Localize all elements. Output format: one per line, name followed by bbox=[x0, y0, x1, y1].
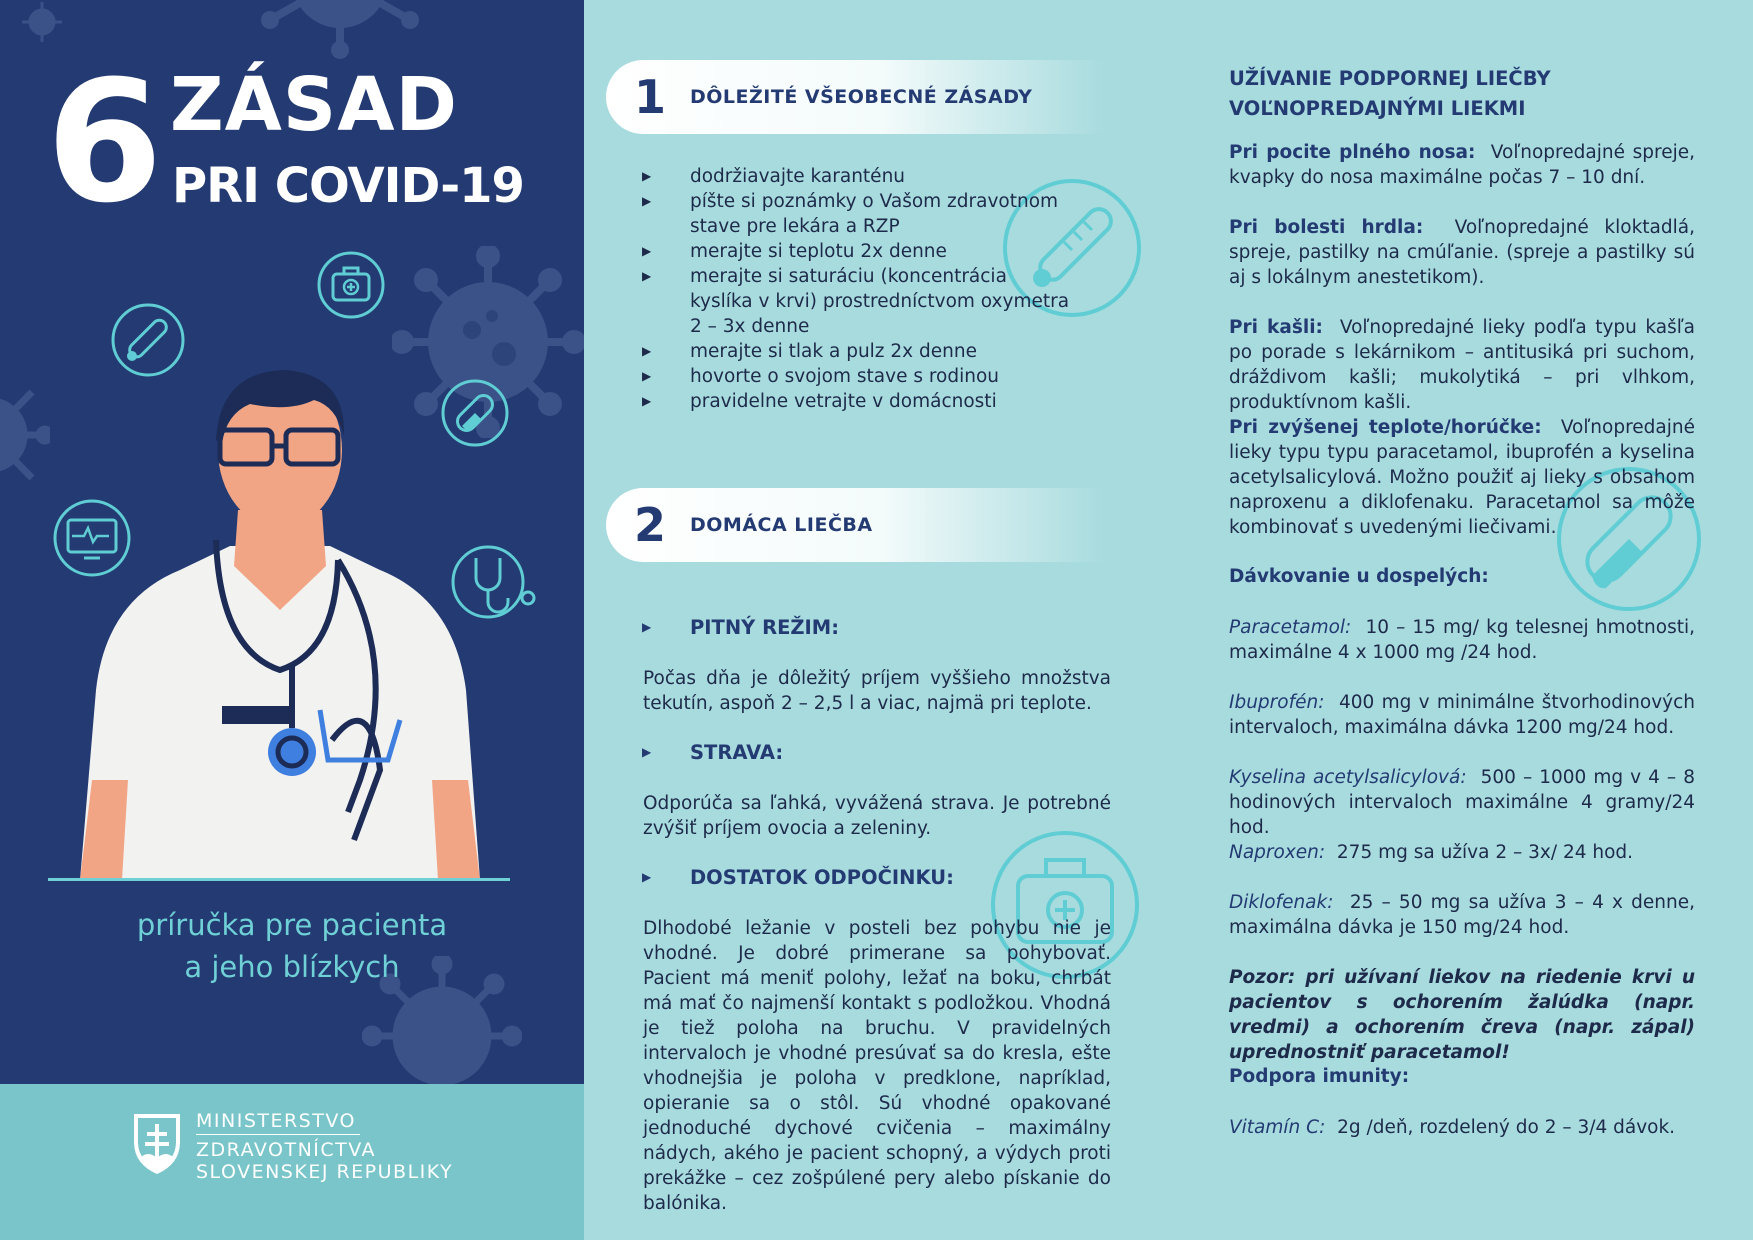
diet-text: Odporúča sa ľahká, vyvážená strava. Je potrebné zvýšiť príjem ovocia a zeleniny. bbox=[643, 793, 1111, 839]
paracetamol-text: 10 – 15 mg/ kg telesnej hmotnosti, maximálne 4 x 1000 mg /24 hod. bbox=[1229, 617, 1695, 663]
title-line-1: ZÁSAD bbox=[170, 62, 458, 148]
subtitle bbox=[0, 904, 584, 988]
sore-throat-paragraph bbox=[1229, 215, 1695, 290]
vitamin-c-text: 2g /deň, rozdelený do 2 – 3/4 dávok. bbox=[1337, 1117, 1676, 1138]
right-heading-line-1: UŽÍVANIE PODPORNEJ LIEČBY bbox=[1229, 67, 1551, 90]
drinking-regime-heading: ▶ PITNÝ REŽIM: bbox=[640, 616, 839, 639]
section-2-number: 2 bbox=[634, 498, 667, 552]
right-heading-line-2: VOĽNOPREDAJNÝMI LIEKMI bbox=[1229, 97, 1526, 120]
vitamin-c-paragraph bbox=[1229, 1115, 1695, 1140]
paracetamol-label: Paracetamol: bbox=[1229, 617, 1352, 638]
cough-paragraph bbox=[1229, 315, 1695, 415]
acetylsalicylic-acid-paragraph bbox=[1229, 765, 1695, 840]
paracetamol-paragraph bbox=[1229, 615, 1695, 665]
rest-text: Dlhodobé ležanie v posteli bez pohybu nie je vhodné. Je dobré primerane sa pohybovať. Pacient má meniť polohy, ležať na boku, chrbát má mať čo najmenší kontakt s podložkou. Vhodná je tiež poloha na bruchu. V pravidelných intervaloch je vhodné presúvať sa do kresla, ešte vhodnejšia je poloha v predklone, napríklad, opieranie sa o stôl. Sú vhodné opakované jednoduché dychové cvičenia – maximálny nádych, akého je pacient schopný, a výdych proti prekážke – cez zošpúlené pery alebo pískanie do balónika. bbox=[643, 918, 1111, 1214]
ibuprofen-label: Ibuprofén: bbox=[1229, 692, 1325, 713]
warning-paragraph: Pozor: pri užívaní liekov na riedenie krvi u pacientov s ochorením žalúdka (napr. vredmi) a ochorením čreva (napr. zápal) uprednostniť paracetamol! bbox=[1229, 967, 1695, 1063]
fever-label: Pri zvýšenej teplote/horúčke: bbox=[1229, 417, 1542, 438]
naproxen-paragraph bbox=[1229, 840, 1695, 865]
virus-decoration-icon bbox=[18, 0, 66, 44]
list-item: ▶ merajte si tlak a pulz 2x denne bbox=[640, 339, 1070, 364]
list-item: ▶ merajte si saturáciu (koncentrácia kyslíka v krvi) prostredníctvom oxymetra 2 – 3x denne bbox=[640, 264, 1070, 339]
left-panel bbox=[0, 0, 584, 1240]
immunity-heading: Podpora imunity: bbox=[1229, 1066, 1410, 1087]
doctor-illustration bbox=[70, 360, 490, 880]
list-item: ▶ merajte si teplotu 2x denne bbox=[640, 239, 1070, 264]
list-item: ▶ píšte si poznámky o Vašom zdravotnom stave pre lekára a RZP bbox=[640, 189, 1070, 239]
diclofenac-paragraph bbox=[1229, 890, 1695, 940]
drinking-regime-text: Počas dňa je dôležitý príjem vyššieho množstva tekutín, aspoň 2 – 2,5 l a viac, najmä pri teplote. bbox=[643, 668, 1111, 714]
stuffy-nose-paragraph bbox=[1229, 140, 1695, 190]
ministry-line-2: ZDRAVOTNÍCTVA bbox=[196, 1139, 377, 1161]
naproxen-label: Naproxen: bbox=[1229, 842, 1326, 863]
ground-line bbox=[48, 878, 510, 881]
title-line-2: PRI COVID-19 bbox=[172, 158, 524, 214]
crest-logo-icon bbox=[132, 1112, 182, 1176]
sore-throat-text: Voľnopredajné kloktadlá, spreje, pastilky na cmúľanie. (spreje a pastilky sú aj s lokálnym anestetikom). bbox=[1229, 217, 1695, 288]
ibuprofen-paragraph bbox=[1229, 690, 1695, 740]
right-heading bbox=[1229, 64, 1551, 124]
naproxen-text: 275 mg sa užíva 2 – 3x/ 24 hod. bbox=[1336, 842, 1634, 863]
virus-decoration-icon bbox=[250, 0, 430, 60]
diet-heading: ▶ STRAVA: bbox=[640, 741, 783, 764]
general-rules-list bbox=[640, 164, 1070, 414]
list-item: ▶ hovorte o svojom stave s rodinou bbox=[640, 364, 1070, 389]
section-1-number: 1 bbox=[634, 70, 667, 124]
fever-text: Voľnopredajné lieky typu typu paracetamol, ibuprofén a kyselina acetylsalicylová. Možno použiť aj lieky s obsahom naproxenu a diklofenaku. Paracetamol sa môže kombinovať s uvedenými liečivami. bbox=[1229, 417, 1695, 538]
sore-throat-label: Pri bolesti hrdla: bbox=[1229, 217, 1424, 238]
vitamin-c-label: Vitamín C: bbox=[1229, 1117, 1326, 1138]
virus-decoration-icon bbox=[0, 380, 50, 490]
list-item: ▶ dodržiavajte karanténu bbox=[640, 164, 1070, 189]
dosage-heading: Dávkovanie u dospelých: bbox=[1229, 566, 1489, 587]
cough-text: Voľnopredajné lieky podľa typu kašľa po porade s lekárnikom – antitusiká pri suchom, dráždivom kašli; mukolytiká – pri vlhkom, produktívnom kašli. bbox=[1229, 317, 1695, 413]
diclofenac-text: 25 – 50 mg sa užíva 3 – 4 x denne, maximálna dávka je 150 mg/24 hod. bbox=[1229, 892, 1695, 938]
big-number: 6 bbox=[46, 44, 157, 240]
cough-label: Pri kašli: bbox=[1229, 317, 1323, 338]
acetylsalicylic-acid-label: Kyselina acetylsalicylová: bbox=[1229, 767, 1467, 788]
ministry-line-1: MINISTERSTVO bbox=[196, 1110, 356, 1132]
ministry-name bbox=[196, 1110, 453, 1183]
section-1-title: DÔLEŽITÉ VŠEOBECNÉ ZÁSADY bbox=[690, 86, 1033, 108]
fever-paragraph bbox=[1229, 415, 1695, 540]
rest-heading: ▶ DOSTATOK ODPOČINKU: bbox=[640, 866, 954, 889]
subtitle-line-2: a jeho blízkych bbox=[184, 950, 400, 984]
first-aid-kit-icon bbox=[316, 250, 386, 320]
diclofenac-label: Diklofenak: bbox=[1229, 892, 1334, 913]
section-2-title: DOMÁCA LIEČBA bbox=[690, 514, 873, 536]
subtitle-line-1: príručka pre pacienta bbox=[136, 908, 448, 942]
stuffy-nose-label: Pri pocite plného nosa: bbox=[1229, 142, 1476, 163]
section-1-header bbox=[606, 60, 1106, 134]
ibuprofen-text: 400 mg v minimálne štvorhodinových intervaloch, maximálna dávka 1200 mg/24 hod. bbox=[1229, 692, 1695, 738]
ministry-divider bbox=[196, 1134, 360, 1135]
acetylsalicylic-acid-text: 500 – 1000 mg v 4 – 8 hodinových intervaloch maximálne 4 gramy/24 hod. bbox=[1229, 767, 1695, 838]
list-item: ▶ pravidelne vetrajte v domácnosti bbox=[640, 389, 1070, 414]
stuffy-nose-text: Voľnopredajné spreje, kvapky do nosa maximálne počas 7 – 10 dní. bbox=[1229, 142, 1696, 188]
section-2-header bbox=[606, 488, 1106, 562]
ministry-line-3: SLOVENSKEJ REPUBLIKY bbox=[196, 1161, 454, 1183]
